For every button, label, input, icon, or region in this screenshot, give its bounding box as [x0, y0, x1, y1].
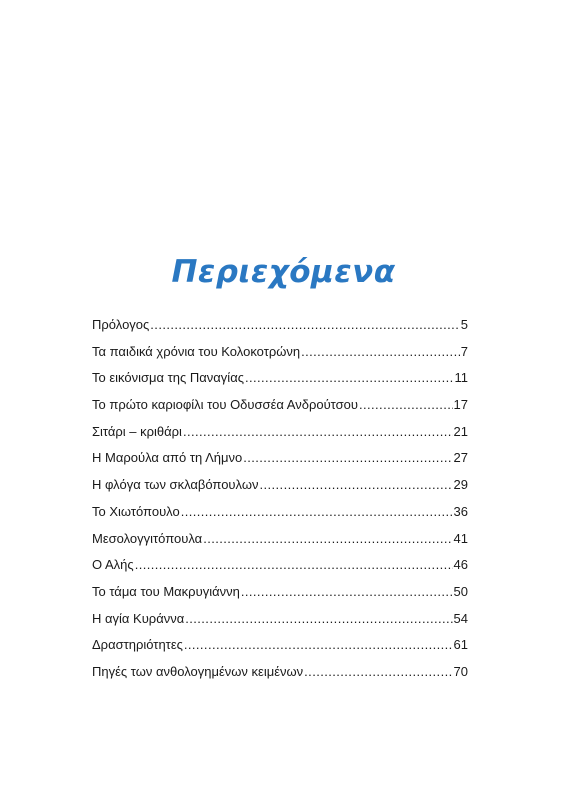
toc-entry-page: 61: [453, 637, 468, 653]
toc-leader-dots: [304, 663, 452, 681]
toc-entry: [92, 503, 468, 530]
toc-entry-page: 11: [454, 370, 468, 386]
toc-entry-label: Το εικόνισμα της Παναγίας: [92, 370, 244, 386]
toc-leader-dots: [241, 583, 453, 601]
toc-entry: [92, 476, 468, 503]
toc-leader-dots: [359, 396, 453, 414]
toc-leader-dots: [185, 610, 452, 628]
toc-entry-label: Πρόλογος: [92, 317, 150, 332]
toc-entry: [92, 556, 468, 583]
toc-leader-dots: [245, 369, 454, 387]
toc-entry-page: 17: [453, 397, 468, 413]
toc-entry-page: 27: [453, 450, 468, 466]
toc-entry-label: Μεσολογγιτόπουλα: [92, 530, 203, 546]
toc-entry: [92, 449, 468, 476]
toc-entry-label: Σιτάρι – κριθάρι: [92, 423, 182, 439]
toc-leader-dots: [301, 343, 460, 361]
toc-leader-dots: [203, 530, 452, 548]
toc-entry-page: 29: [453, 477, 468, 493]
toc-entry-label: Η φλόγα των σκλαβόπουλων: [92, 477, 259, 493]
toc-entry: [92, 369, 468, 396]
toc-entry: [92, 316, 468, 343]
toc-entry-page: 50: [453, 583, 468, 599]
toc-entry: [92, 583, 468, 610]
toc-entry-page: 7: [460, 343, 468, 359]
toc-leader-dots: [260, 476, 453, 494]
table-of-contents: [92, 316, 468, 690]
toc-entry: [92, 663, 468, 690]
toc-entry-page: 21: [453, 423, 468, 439]
toc-entry-label: Το πρώτο καριοφίλι του Οδυσσέα Ανδρούτσου: [92, 397, 358, 413]
toc-entry-page: 41: [453, 530, 468, 546]
toc-leader-dots: [135, 556, 453, 574]
toc-entry-page: 54: [453, 610, 468, 626]
toc-entry-label: Το Χιωτόπουλο: [92, 503, 180, 519]
toc-entry: [92, 530, 468, 557]
toc-entry-label: Η αγία Κυράννα: [92, 610, 185, 626]
toc-leader-dots: [181, 503, 453, 521]
toc-entry-page: 5: [460, 317, 468, 332]
toc-entry: [92, 610, 468, 637]
toc-entry-label: Το τάμα του Μακρυγιάννη: [92, 583, 240, 599]
toc-entry-label: Ο Αλής: [92, 557, 134, 573]
toc-entry: [92, 343, 468, 370]
toc-entry-page: 36: [453, 503, 468, 519]
toc-leader-dots: [184, 636, 453, 654]
toc-leader-dots: [150, 316, 459, 334]
toc-entry-label: Πηγές των ανθολογημένων κειμένων: [92, 663, 304, 679]
toc-entry: [92, 636, 468, 663]
toc-leader-dots: [183, 423, 453, 441]
toc-entry-page: 70: [453, 663, 468, 679]
page-title: Περιεχόμενα: [171, 254, 396, 290]
toc-entry: [92, 423, 468, 450]
toc-entry-label: Τα παιδικά χρόνια του Κολοκοτρώνη: [92, 343, 301, 359]
toc-entry-label: Δραστηριότητες: [92, 637, 183, 653]
toc-leader-dots: [243, 449, 452, 467]
toc-entry: [92, 396, 468, 423]
toc-entry-page: 46: [453, 557, 468, 573]
toc-entry-label: Η Μαρούλα από τη Λήμνο: [92, 450, 243, 466]
